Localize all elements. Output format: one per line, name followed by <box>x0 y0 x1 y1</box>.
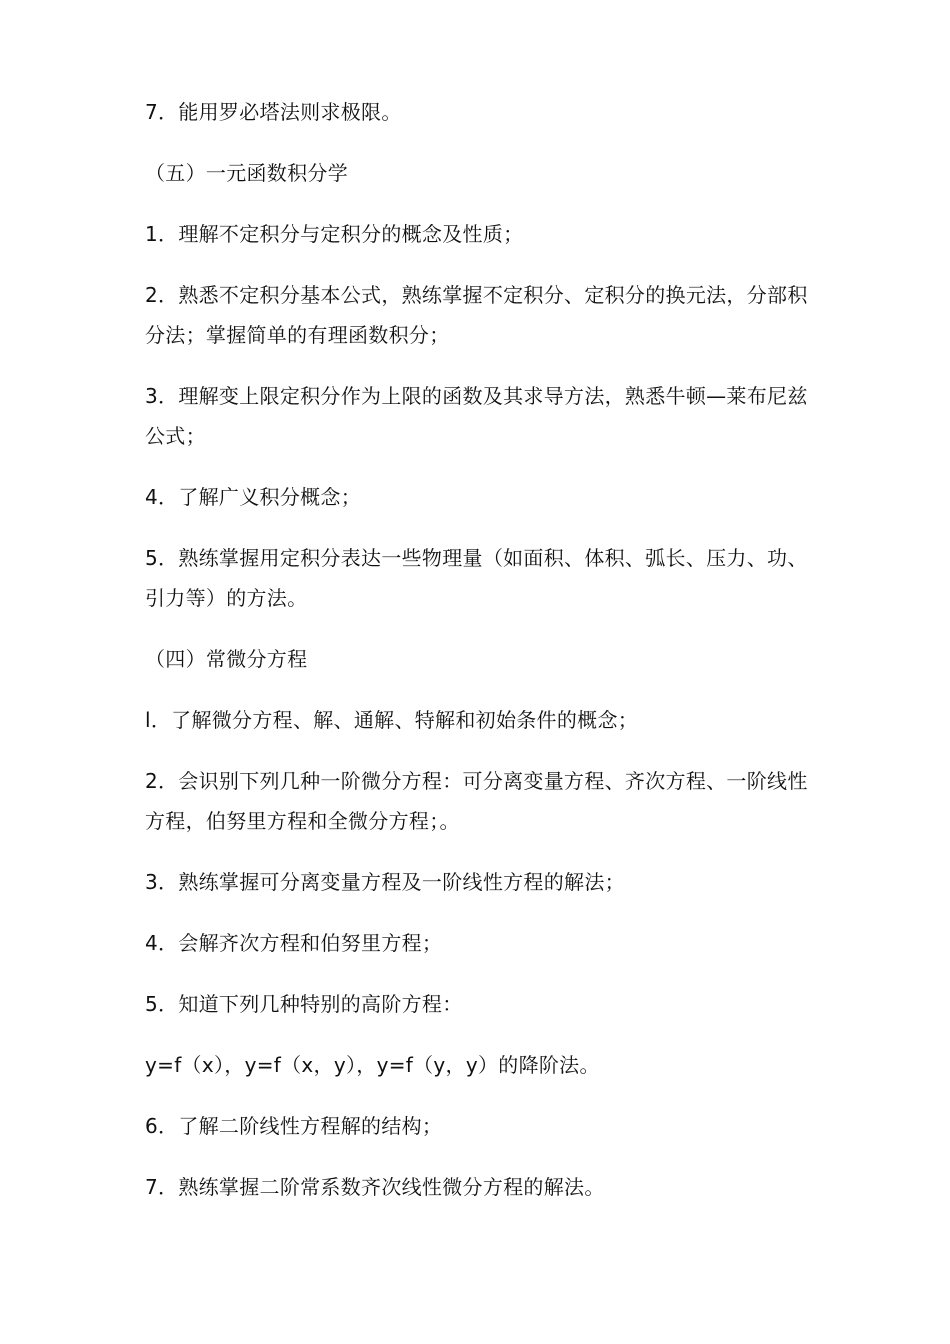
section-heading-ode: （四）常微分方程 <box>145 647 308 671</box>
document-body <box>145 92 810 1228</box>
item-order-reduction-formulas: y=f（x），y=f（x，y），y=f（y，y）的降阶法。 <box>145 1053 600 1077</box>
item-integration-methods: 2．熟悉不定积分基本公式，熟练掌握不定积分、定积分的换元法，分部积分法；掌握简单的有理函数积分； <box>145 283 808 347</box>
section-heading-integral-calculus: （五）一元函数积分学 <box>145 161 348 185</box>
item-separable-linear-solutions: 3．熟练掌握可分离变量方程及一阶线性方程的解法； <box>145 870 625 894</box>
item-homogeneous-bernoulli: 4．会解齐次方程和伯努里方程； <box>145 931 443 955</box>
item-physical-applications: 5．熟练掌握用定积分表达一些物理量（如面积、体积、弧长、压力、功、引力等）的方法。 <box>145 546 808 610</box>
item-second-order-structure: 6．了解二阶线性方程解的结构； <box>145 1114 443 1138</box>
item-first-order-types: 2．会识别下列几种一阶微分方程：可分离变量方程、齐次方程、一阶线性方程，伯努里方程和全微分方程；。 <box>145 769 808 833</box>
item-improper-integral: 4．了解广义积分概念； <box>145 485 362 509</box>
item-constant-coefficient-method: 7．熟练掌握二阶常系数齐次线性微分方程的解法。 <box>145 1175 605 1199</box>
item-lhopital-rule: 7．能用罗必塔法则求极限。 <box>145 100 402 124</box>
item-higher-order-special: 5．知道下列几种特别的高阶方程： <box>145 992 463 1016</box>
item-integral-concepts: 1．理解不定积分与定积分的概念及性质； <box>145 222 524 246</box>
item-variable-limit-integral: 3．理解变上限定积分作为上限的函数及其求导方法，熟悉牛顿—莱布尼兹公式； <box>145 384 808 448</box>
item-ode-concepts: l．了解微分方程、解、通解、特解和初始条件的概念； <box>145 708 639 732</box>
